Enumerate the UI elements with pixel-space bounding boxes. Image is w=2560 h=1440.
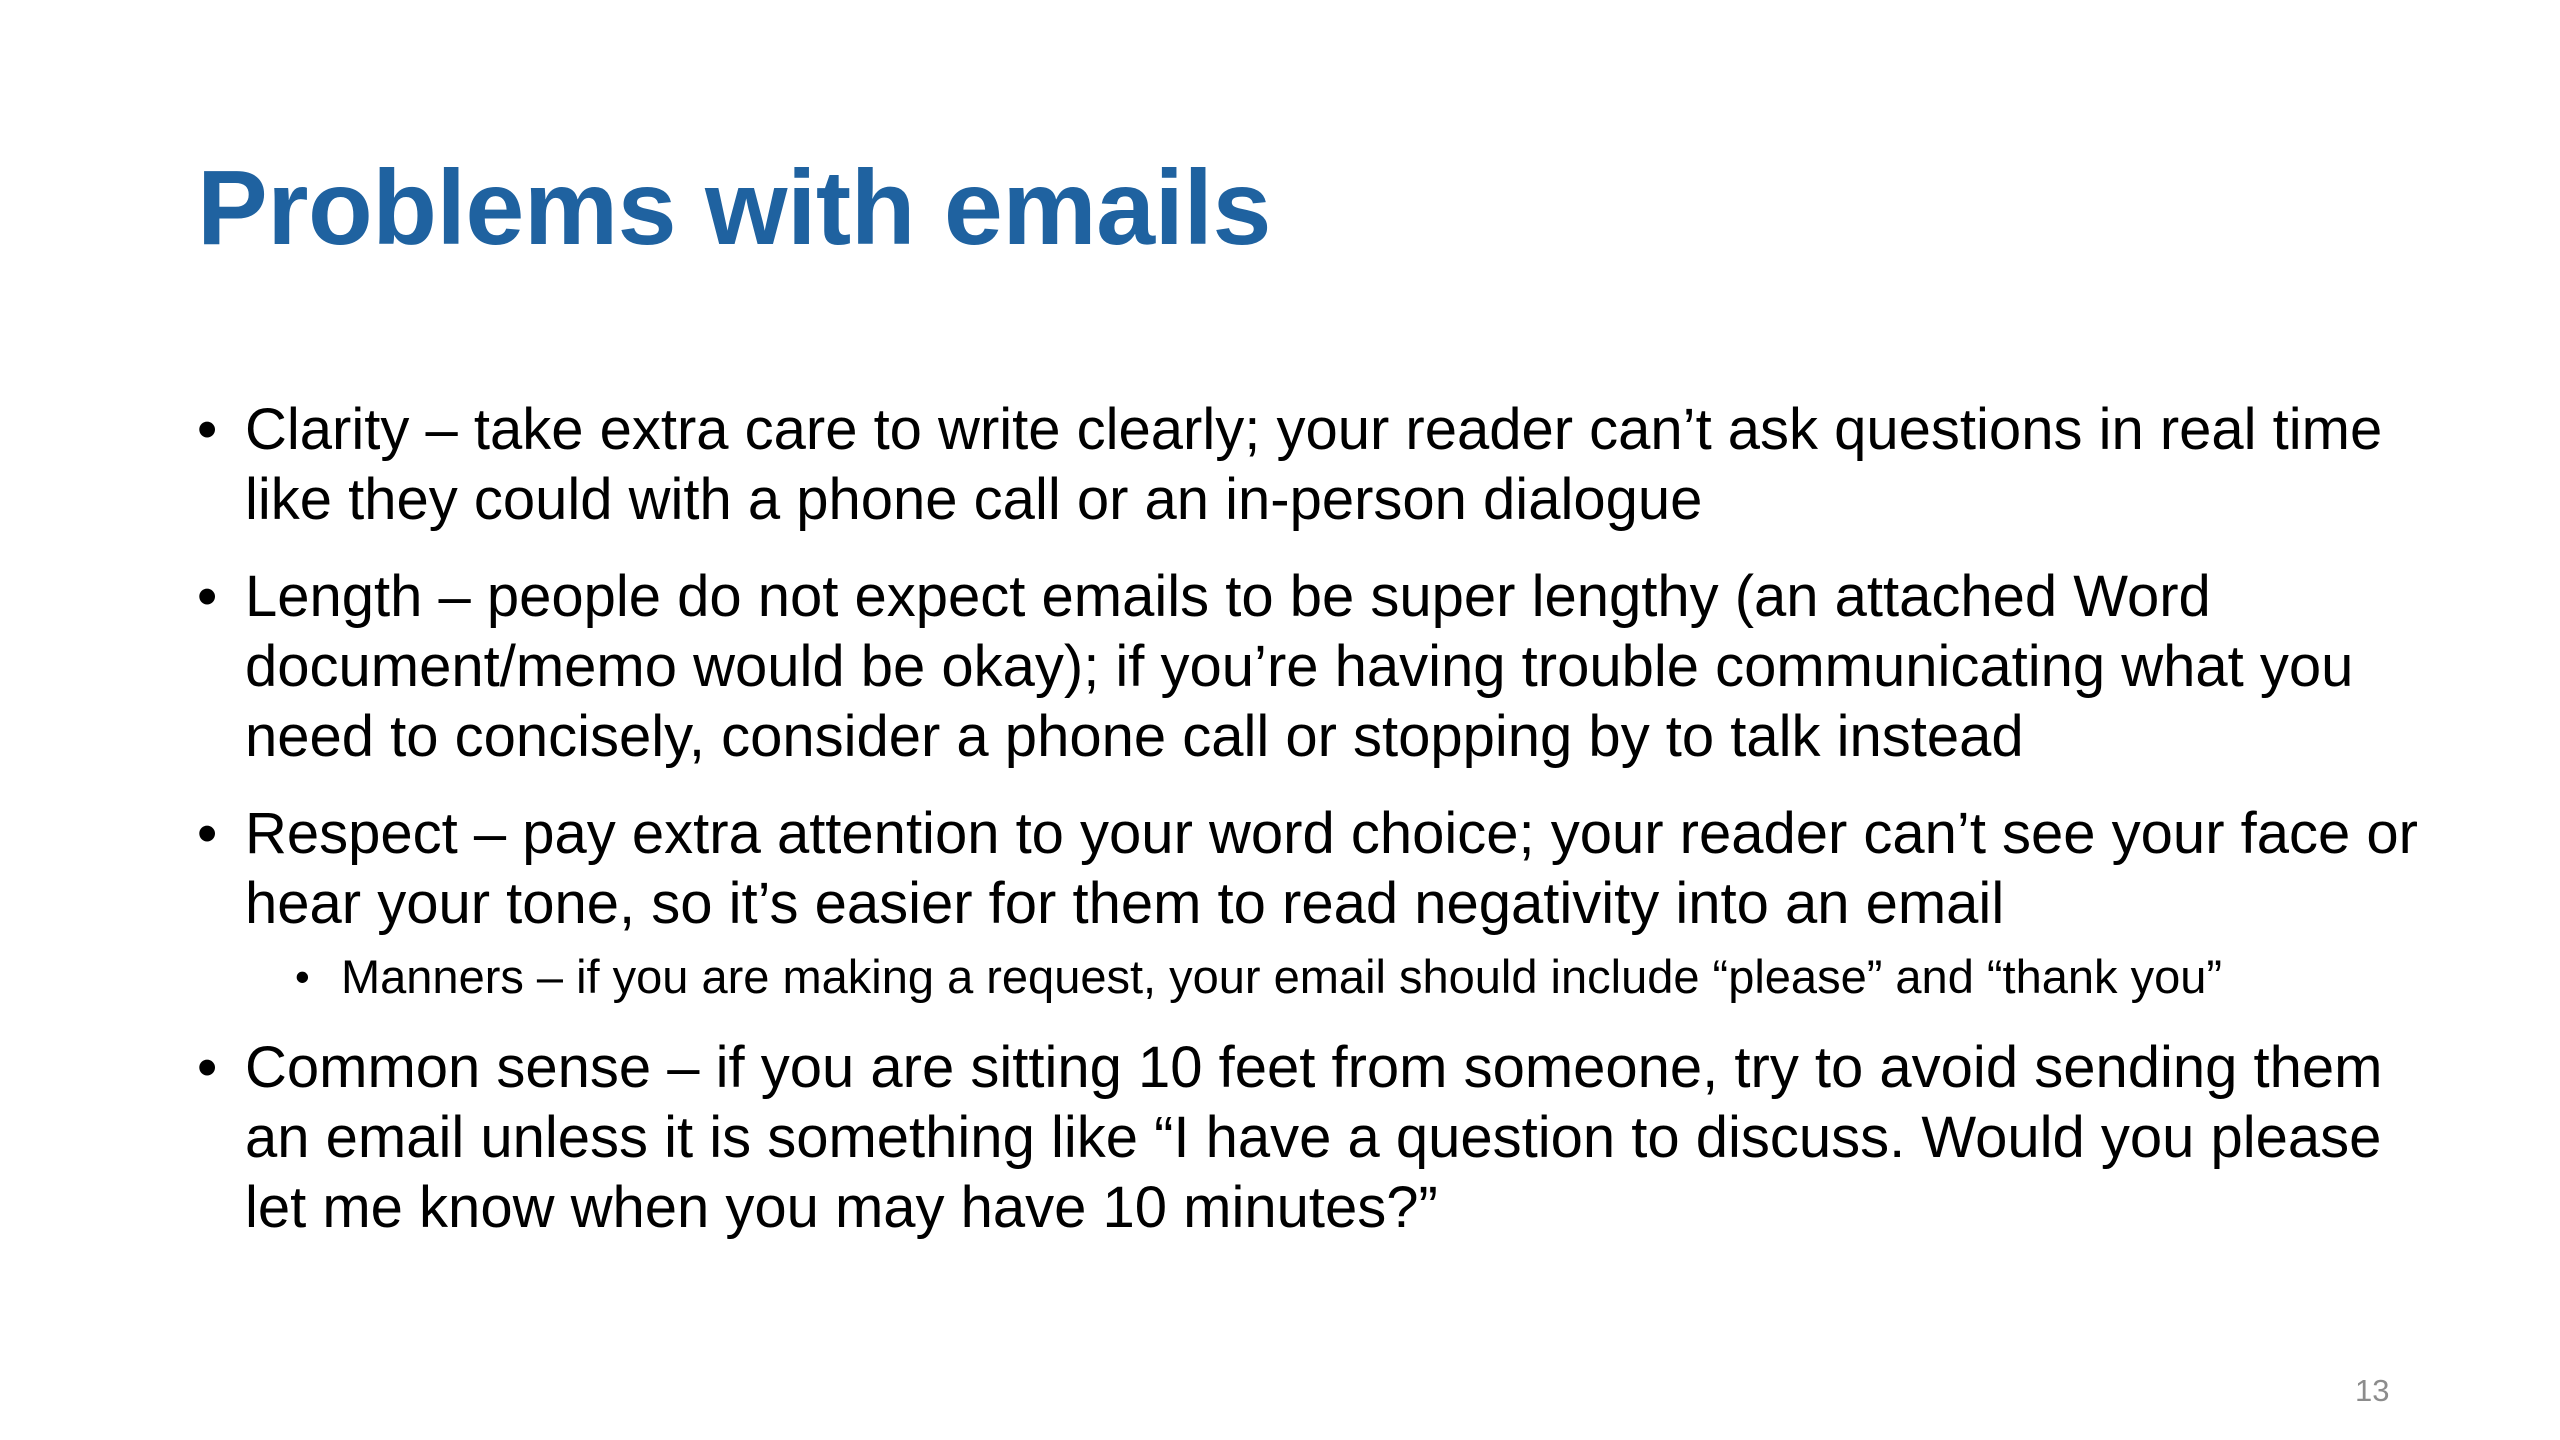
bullet-item-respect	[193, 799, 2423, 1006]
bullet-text: Respect – pay extra attention to your word choice; your reader can’t see your face or hear your tone, so it’s easier for them to read negativity into an email	[245, 801, 2418, 936]
page-number: 13	[2355, 1373, 2390, 1408]
bullet-text: Length – people do not expect emails to be super lengthy (an attached Word document/memo would be okay); if you’re having trouble communicating what you need to concisely, consider a phone call or stopping by to talk instead	[245, 564, 2354, 769]
bullet-list	[193, 395, 2423, 1270]
bullet-item-length	[193, 562, 2423, 772]
slide-title: Problems with emails	[197, 149, 1271, 267]
sub-bullet-item-manners	[291, 947, 2423, 1006]
bullet-text: Clarity – take extra care to write clearly; your reader can’t ask questions in real time like they could with a phone call or an in-person dialogue	[245, 397, 2383, 532]
bullet-item-clarity	[193, 395, 2423, 535]
bullet-item-common-sense	[193, 1033, 2423, 1243]
sub-bullet-list	[245, 947, 2423, 1006]
bullet-text: Common sense – if you are sitting 10 feet from someone, try to avoid sending them an email unless it is something like “I have a question to discuss. Would you please let me know when you may have 10 minutes?”	[245, 1035, 2383, 1240]
sub-bullet-text: Manners – if you are making a request, your email should include “please” and “thank you”	[341, 950, 2223, 1003]
